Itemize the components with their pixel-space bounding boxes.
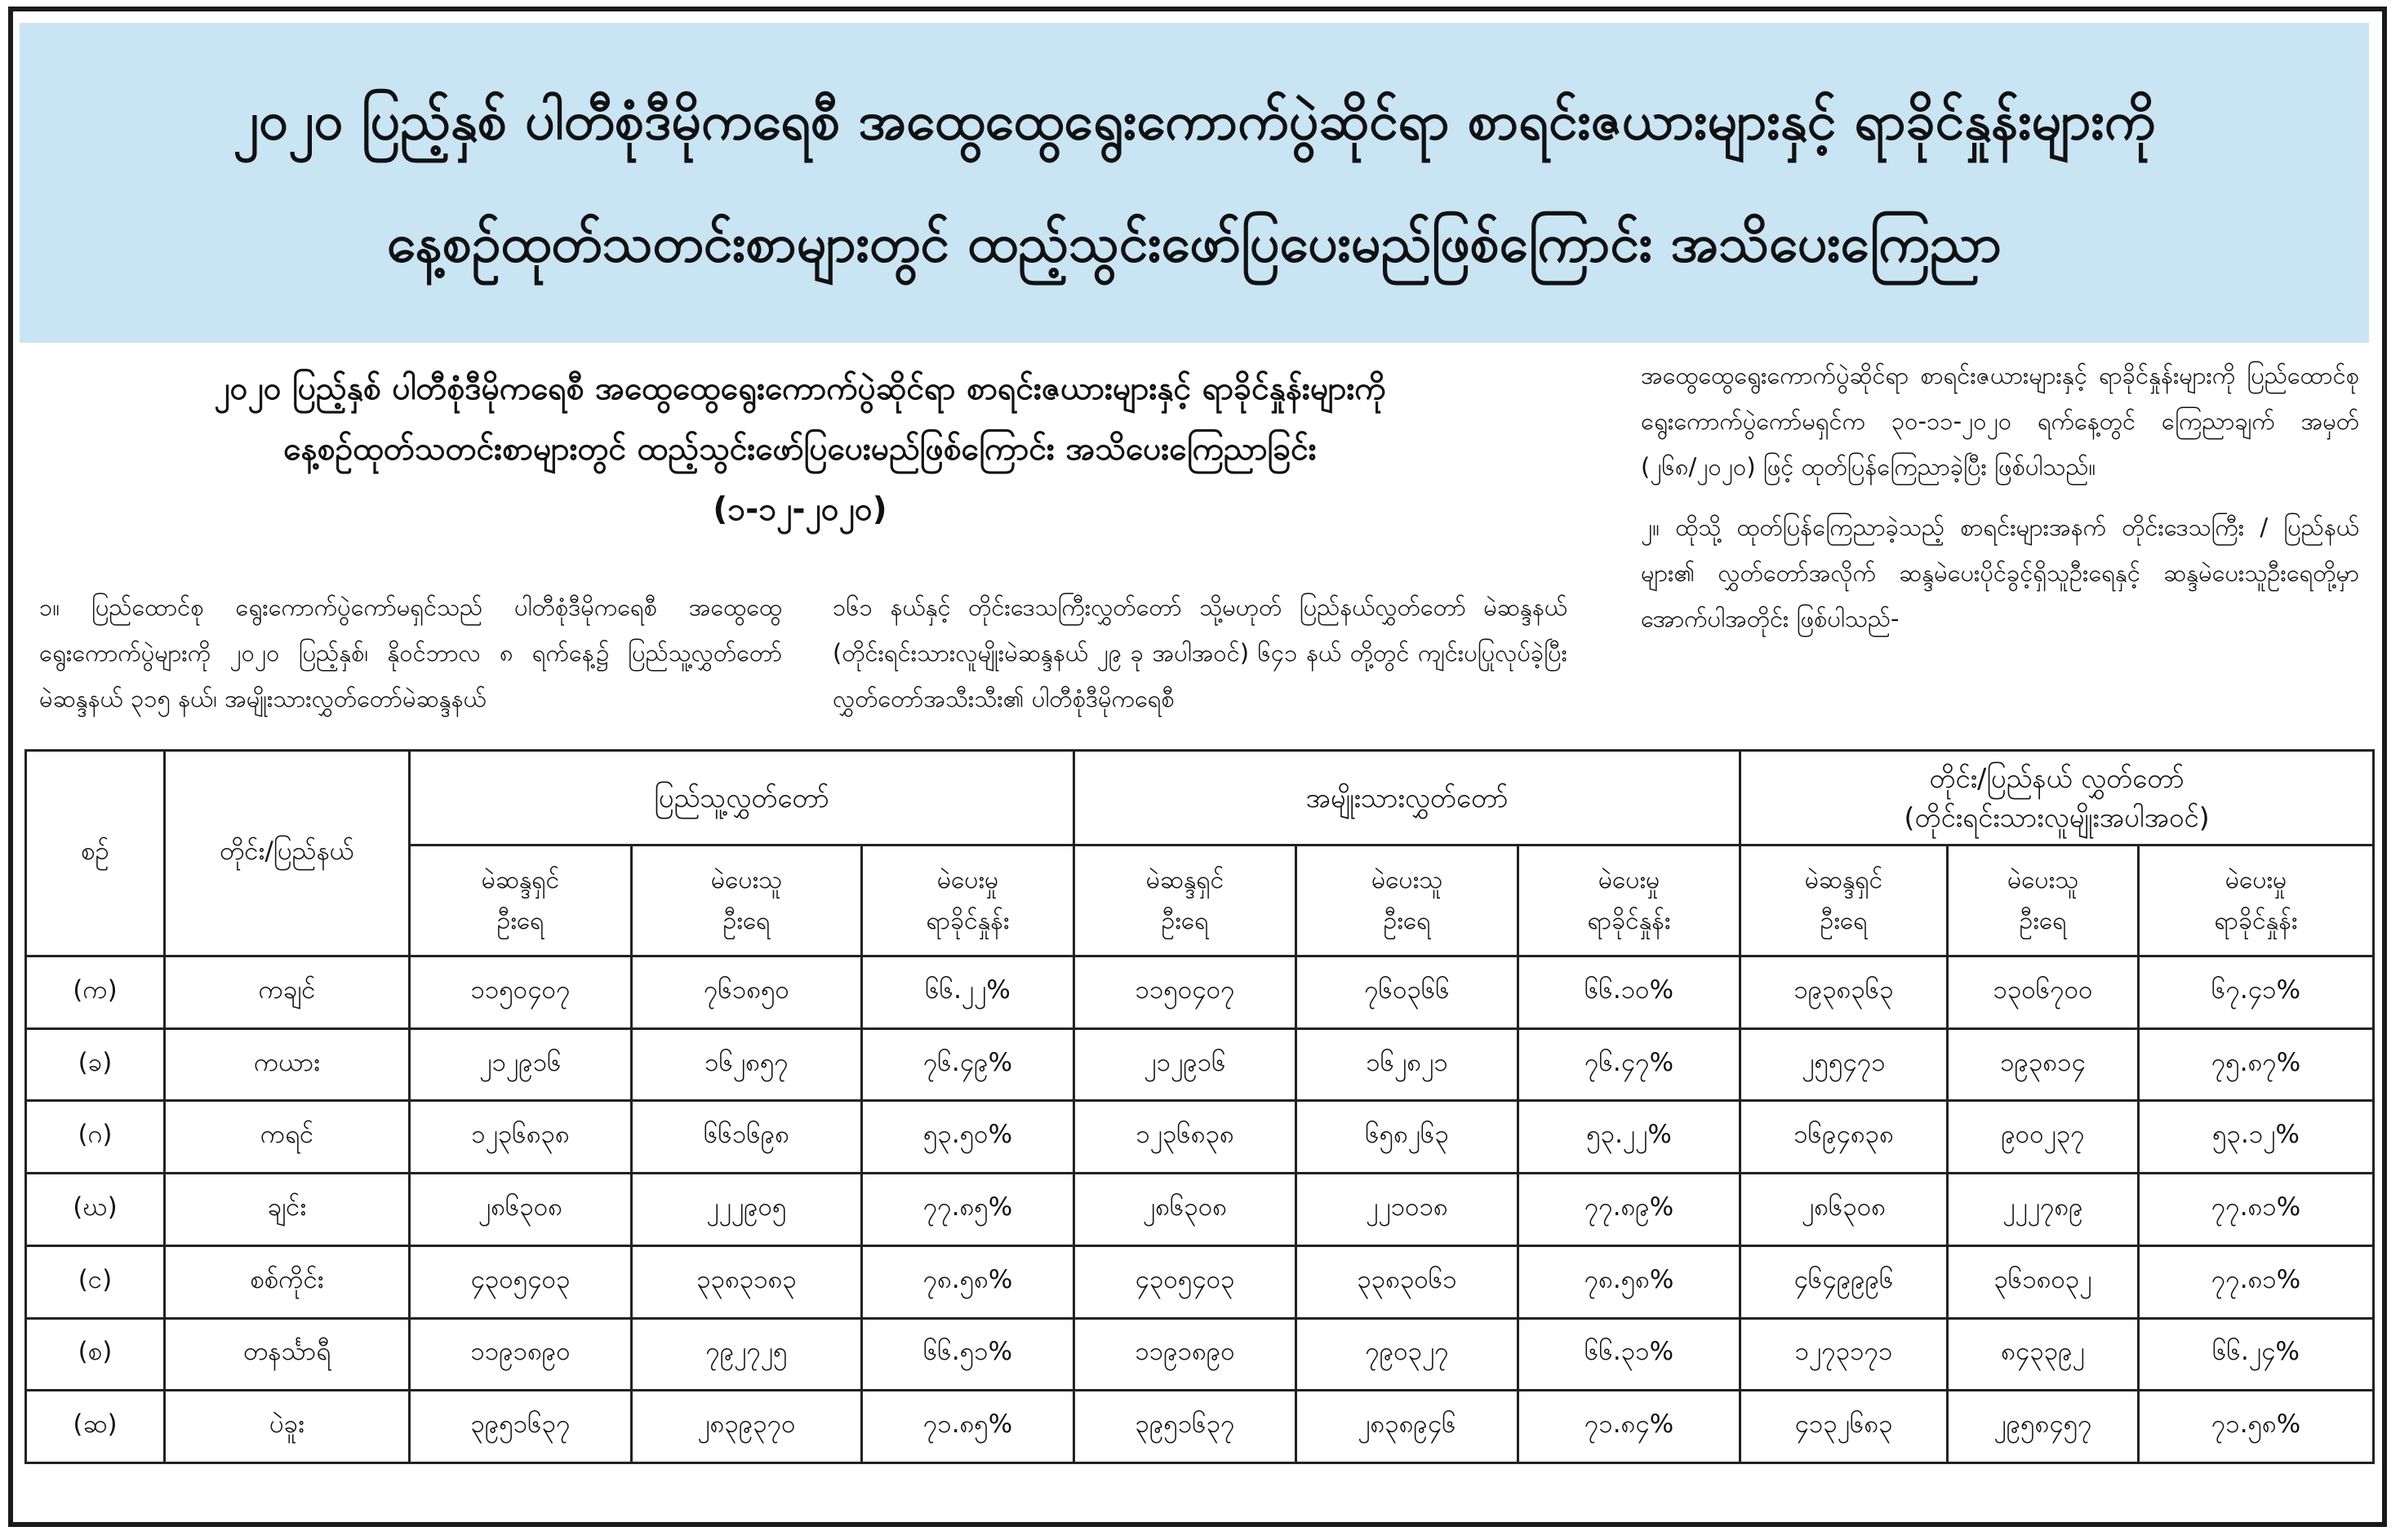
region-percent: ၆၆.၂၄% bbox=[2139, 1318, 2374, 1391]
region-percent: ၅၃.၁၂% bbox=[2139, 1101, 2374, 1174]
row-number: (စ) bbox=[26, 1318, 165, 1391]
region-eligible: ၁၂၇၃၁၇၁ bbox=[1740, 1318, 1948, 1391]
amyotha-eligible: ၁၁၅၀၄၀၇ bbox=[1074, 956, 1296, 1029]
sub-header-voted: မဲပေးသူ ဦးရေ bbox=[1948, 845, 2139, 956]
amyotha-percent: ၆၆.၃၁% bbox=[1518, 1318, 1740, 1391]
region-eligible: ၄၁၃၂၆၈၃ bbox=[1740, 1391, 1948, 1463]
amyotha-eligible: ၂၈၆၃၀၈ bbox=[1074, 1174, 1296, 1246]
notice-title bbox=[24, 359, 1576, 540]
headline-line-1: ၂၀၂၀ ပြည့်နှစ် ပါတီစုံဒီမိုကရေစီ အထွေထွေရွေးကောက်ပွဲဆိုင်ရာ စာရင်းဇယားများနှင့် ရာခိုင်နှုန်းများကို bbox=[233, 91, 2156, 152]
amyotha-voted: ၇၆၀၃၆၆ bbox=[1296, 956, 1518, 1029]
row-number: (က) bbox=[26, 956, 165, 1029]
paragraph-1-col-1: ၁။ ပြည်ထောင်စု ရွေးကောက်ပွဲကော်မရှင်သည် ပါတီစုံဒီမိုကရေစီ အထွေထွေ ရွေးကောက်ပွဲများကို ၂၀၂၀ ပြည့်နှစ်၊ နိုဝင်ဘာလ ၈ ရက်နေ့၌ ပြည်သူ့လွှတ်တော်မဲဆန္ဒနယ် ၃၁၅ နယ်၊ အမျိုးသားလွှတ်တော်မဲဆန္ဒနယ် bbox=[39, 593, 782, 712]
row-region: စစ်ကိုင်း bbox=[165, 1245, 410, 1318]
amyotha-voted: ၃၃၈၃၀၆၁ bbox=[1296, 1245, 1518, 1318]
pyithu-eligible: ၁၁၅၀၄၀၇ bbox=[410, 956, 632, 1029]
region-percent: ၇၇.၈၁% bbox=[2139, 1174, 2374, 1246]
pyithu-eligible: ၂၈၆၃၀၈ bbox=[410, 1174, 632, 1246]
row-region: ကယား bbox=[165, 1028, 410, 1101]
region-voted: ၁၃၀၆၇၀၀ bbox=[1948, 956, 2139, 1029]
sub-header-voted: မဲပေးသူ ဦးရေ bbox=[1296, 845, 1518, 956]
region-voted: ၃၆၁၈၀၃၂ bbox=[1948, 1245, 2139, 1318]
pyithu-percent: ၇၆.၄၉% bbox=[862, 1028, 1074, 1101]
table-row bbox=[26, 1101, 2374, 1174]
row-number: (ခ) bbox=[26, 1028, 165, 1101]
amyotha-percent: ၅၃.၂၂% bbox=[1518, 1101, 1740, 1174]
region-voted: ၈၄၃၃၉၂ bbox=[1948, 1318, 2139, 1391]
pyithu-eligible: ၂၁၂၉၁၆ bbox=[410, 1028, 632, 1101]
pyithu-percent: ၆၆.၂၂% bbox=[862, 956, 1074, 1029]
table-row bbox=[26, 1318, 2374, 1391]
region-voted: ၂၂၂၇၈၉ bbox=[1948, 1174, 2139, 1246]
amyotha-voted: ၂၈၃၈၉၄၆ bbox=[1296, 1391, 1518, 1463]
amyotha-voted: ၆၅၈၂၆၃ bbox=[1296, 1101, 1518, 1174]
notice-date: (၁-၁၂-၂၀၂၀) bbox=[713, 491, 887, 528]
notice-title-line-2: နေ့စဉ်ထုတ်သတင်းစာများတွင် ထည့်သွင်းဖော်ပြပေးမည်ဖြစ်ကြောင်း အသိပေးကြေညာခြင်း bbox=[283, 431, 1317, 468]
table-row bbox=[26, 1174, 2374, 1246]
row-number: (ဆ) bbox=[26, 1391, 165, 1463]
sub-header-percent: မဲပေးမှု ရာခိုင်နှုန်း bbox=[2139, 845, 2374, 956]
pyithu-voted: ၇၉၂၇၂၅ bbox=[632, 1318, 862, 1391]
amyotha-voted: ၁၆၂၈၂၁ bbox=[1296, 1028, 1518, 1101]
pyithu-eligible: ၃၉၅၁၆၃၇ bbox=[410, 1391, 632, 1463]
row-number: (ဂ) bbox=[26, 1101, 165, 1174]
amyotha-percent: ၇၈.၅၈% bbox=[1518, 1245, 1740, 1318]
region-voted: ၁၉၃၈၁၄ bbox=[1948, 1028, 2139, 1101]
sub-header-percent: မဲပေးမှု ရာခိုင်နှုန်း bbox=[1518, 845, 1740, 956]
col-header-region: တိုင်း/ပြည်နယ် bbox=[165, 751, 410, 956]
amyotha-eligible: ၄၃၀၅၄၀၃ bbox=[1074, 1245, 1296, 1318]
sub-header-percent: မဲပေးမှု ရာခိုင်နှုန်း bbox=[862, 845, 1074, 956]
group-header-pyithu: ပြည်သူ့လွှတ်တော် bbox=[410, 751, 1074, 845]
table-row bbox=[26, 956, 2374, 1029]
amyotha-eligible: ၂၁၂၉၁၆ bbox=[1074, 1028, 1296, 1101]
pyithu-voted: ၁၆၂၈၅၇ bbox=[632, 1028, 862, 1101]
paragraph-2: ၂။ ထိုသို့ ထုတ်ပြန်ကြေညာခဲ့သည့် စာရင်းများအနက် တိုင်းဒေသကြီး / ပြည်နယ်များ၏ လွှတ်တော်အလိုက် ဆန္ဒမဲပေးပိုင်ခွင့်ရှိသူဦးရေနှင့် ဆန္ဒမဲပေးသူဦးရေတို့မှာ အောက်ပါအတိုင်း ဖြစ်ပါသည်- bbox=[1641, 513, 2359, 632]
pyithu-eligible: ၁၂၃၆၈၃၈ bbox=[410, 1101, 632, 1174]
amyotha-percent: ၇၆.၄၇% bbox=[1518, 1028, 1740, 1101]
row-region: ကရင် bbox=[165, 1101, 410, 1174]
amyotha-voted: ၂၂၁၀၁၈ bbox=[1296, 1174, 1518, 1246]
region-eligible: ၁၉၃၈၃၆၃ bbox=[1740, 956, 1948, 1029]
pyithu-percent: ၇၇.၈၅% bbox=[862, 1174, 1074, 1246]
amyotha-eligible: ၃၉၅၁၆၃၇ bbox=[1074, 1391, 1296, 1463]
table-row bbox=[26, 1391, 2374, 1463]
sub-header-eligible: မဲဆန္ဒရှင် ဦးရေ bbox=[410, 845, 632, 956]
pyithu-voted: ၂၈၃၉၃၇၀ bbox=[632, 1391, 862, 1463]
region-eligible: ၂၈၆၃၀၈ bbox=[1740, 1174, 1948, 1246]
row-region: တနင်္သာရီ bbox=[165, 1318, 410, 1391]
sub-header-eligible: မဲဆန္ဒရှင် ဦးရေ bbox=[1074, 845, 1296, 956]
region-percent: ၆၇.၄၁% bbox=[2139, 956, 2374, 1029]
pyithu-voted: ၂၂၂၉၀၅ bbox=[632, 1174, 862, 1246]
paragraph-right-column bbox=[1641, 353, 2359, 641]
amyotha-percent: ၇၇.၈၉% bbox=[1518, 1174, 1740, 1246]
group-header-amyotha: အမျိုးသားလွှတ်တော် bbox=[1074, 751, 1740, 845]
region-eligible: ၁၆၉၄၈၃၈ bbox=[1740, 1101, 1948, 1174]
pyithu-percent: ၆၆.၅၁% bbox=[862, 1318, 1074, 1391]
pyithu-voted: ၇၆၁၈၅၀ bbox=[632, 956, 862, 1029]
amyotha-voted: ၇၉၀၃၂၇ bbox=[1296, 1318, 1518, 1391]
pyithu-percent: ၅၃.၅၀% bbox=[862, 1101, 1074, 1174]
amyotha-eligible: ၁၁၉၁၈၉၀ bbox=[1074, 1318, 1296, 1391]
headline-banner bbox=[20, 23, 2369, 343]
notice-title-line-1: ၂၀၂၀ ပြည့်နှစ် ပါတီစုံဒီမိုကရေစီ အထွေထွေရွေးကောက်ပွဲဆိုင်ရာ စာရင်းဇယားများနှင့် ရာခိုင်နှုန်းများကို bbox=[214, 371, 1386, 407]
region-eligible: ၄၆၄၉၉၉၆ bbox=[1740, 1245, 1948, 1318]
sub-header-eligible: မဲဆန္ဒရှင် ဦးရေ bbox=[1740, 845, 1948, 956]
col-header-no: စဉ် bbox=[26, 751, 165, 956]
region-percent: ၇၅.၈၇% bbox=[2139, 1028, 2374, 1101]
amyotha-eligible: ၁၂၃၆၈၃၈ bbox=[1074, 1101, 1296, 1174]
amyotha-percent: ၆၆.၁၀% bbox=[1518, 956, 1740, 1029]
region-eligible: ၂၅၅၄၇၁ bbox=[1740, 1028, 1948, 1101]
row-region: ပဲခူး bbox=[165, 1391, 410, 1463]
pyithu-eligible: ၁၁၉၁၈၉၀ bbox=[410, 1318, 632, 1391]
region-percent: ၇၇.၈၁% bbox=[2139, 1245, 2374, 1318]
row-region: ကချင် bbox=[165, 956, 410, 1029]
group-header-region-state: တိုင်း/ပြည်နယ် လွှတ်တော် (တိုင်းရင်းသားလူမျိုးအပါအဝင်) bbox=[1740, 751, 2374, 845]
pyithu-eligible: ၄၃၀၅၄၀၃ bbox=[410, 1245, 632, 1318]
pyithu-percent: ၇၁.၈၅% bbox=[862, 1391, 1074, 1463]
paragraph-1-col-3: အထွေထွေရွေးကောက်ပွဲဆိုင်ရာ စာရင်းဇယားများနှင့် ရာခိုင်နှုန်းများကို ပြည်ထောင်စုရွေးကောက်ပွဲကော်မရှင်က ၃၀-၁၁-၂၀၂၀ ရက်နေ့တွင် ကြေညာချက် အမှတ် (၂၆၈/၂၀၂၀) ဖြင့် ထုတ်ပြန်ကြေညာခဲ့ပြီး ဖြစ်ပါသည်။ bbox=[1641, 362, 2359, 481]
pyithu-voted: ၃၃၈၃၁၈၃ bbox=[632, 1245, 862, 1318]
headline-line-2: နေ့စဉ်ထုတ်သတင်းစာများတွင် ထည့်သွင်းဖော်ပြပေးမည်ဖြစ်ကြောင်း အသိပေးကြေညာ bbox=[386, 214, 2002, 274]
sub-header-voted: မဲပေးသူ ဦးရေ bbox=[632, 845, 862, 956]
paragraph-1-col-2: ၁၆၁ နယ်နှင့် တိုင်းဒေသကြီးလွှတ်တော် သို့မဟုတ် ပြည်နယ်လွှတ်တော် မဲဆန္ဒနယ် (တိုင်းရင်းသားလူမျိုးမဲဆန္ဒနယ် ၂၉ ခု အပါအဝင်) ၆၄၁ နယ် တို့တွင် ကျင်းပပြုလုပ်ခဲ့ပြီး လွှတ်တော်အသီးသီး၏ ပါတီစုံဒီမိုကရေစီ bbox=[833, 593, 1567, 712]
region-voted: ၂၉၅၈၄၅၇ bbox=[1948, 1391, 2139, 1463]
pyithu-voted: ၆၆၁၆၉၈ bbox=[632, 1101, 862, 1174]
pyithu-percent: ၇၈.၅၈% bbox=[862, 1245, 1074, 1318]
row-number: (င) bbox=[26, 1245, 165, 1318]
table-row bbox=[26, 1028, 2374, 1101]
region-percent: ၇၁.၅၈% bbox=[2139, 1391, 2374, 1463]
table-row bbox=[26, 1245, 2374, 1318]
region-voted: ၉၀၀၂၃၇ bbox=[1948, 1101, 2139, 1174]
row-number: (ဃ) bbox=[26, 1174, 165, 1246]
results-table bbox=[24, 749, 2375, 1464]
row-region: ချင်း bbox=[165, 1174, 410, 1246]
amyotha-percent: ၇၁.၈၄% bbox=[1518, 1391, 1740, 1463]
